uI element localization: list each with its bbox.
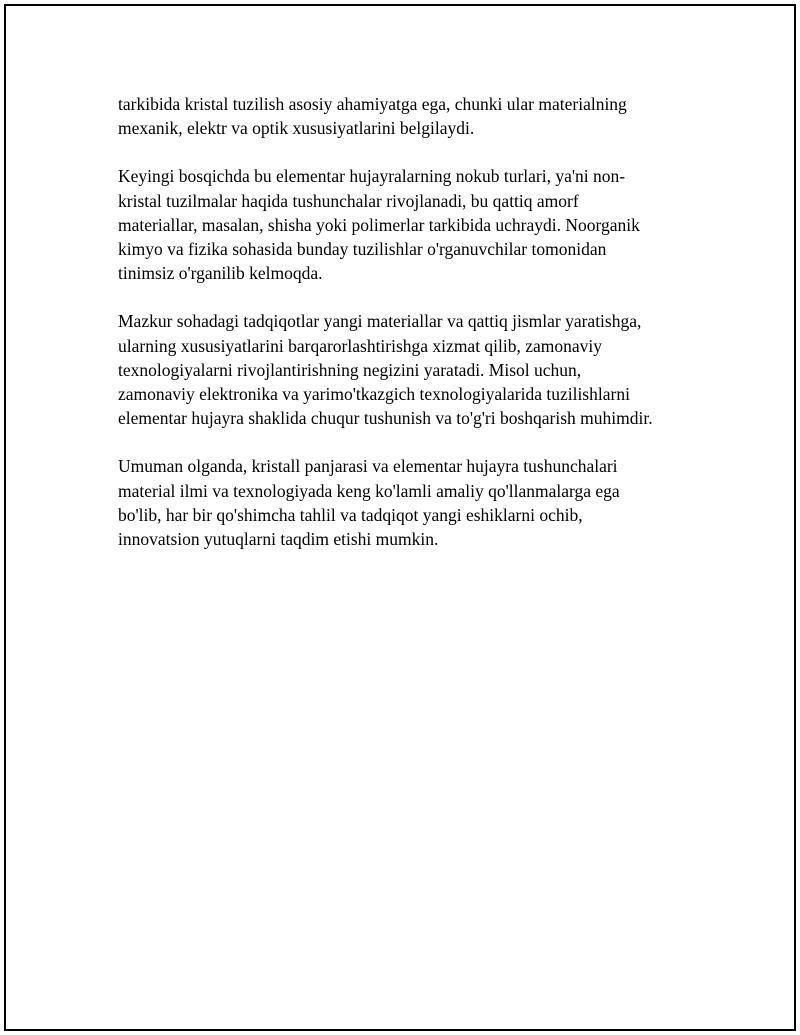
- paragraph-1: tarkibida kristal tuzilish asosiy ahamiyatga ega, chunki ular materialning mexanik, elektr va optik xususiyatlarini belgilaydi.: [118, 94, 627, 139]
- paragraph-2: Keyingi bosqichda bu elementar hujayralarning nokub turlari, ya'ni non- kristal tuzilmalar haqida tushunchalar rivojlanadi, bu qattiq amorf materiallar, masalan, shisha yoki polimerlar tarkibida uchraydi. Noorganik kimyo va fizika sohasida bunday tuzilishlar o'rganuvchilar tomonidan tinimsiz o'rganilib kelmoqda.: [118, 166, 640, 284]
- document-body: [118, 92, 698, 575]
- paragraph-4: Umuman olganda, kristall panjarasi va elementar hujayra tushunchalari material ilmi va texnologiyada keng ko'lamli amaliy qo'llanmalarga ega bo'lib, har bir qo'shimcha tahlil va tadqiqot yangi eshiklarni ochib, innovatsion yutuqlarni taqdim etishi mumkin.: [118, 456, 620, 550]
- paragraph-3: Mazkur sohadagi tadqiqotlar yangi materiallar va qattiq jismlar yaratishga, ularning xususiyatlarini barqarorlashtirishga xizmat qilib, zamonaviy texnologiyalarni rivojlantirishning negizini yaratadi. Misol uchun, zamonaviy elektronika va yarimo'tkazgich texnologiyalarida tuzilishlarni elementar hujayra shaklida chuqur tushunish va to'g'ri boshqarish muhimdir.: [118, 311, 653, 429]
